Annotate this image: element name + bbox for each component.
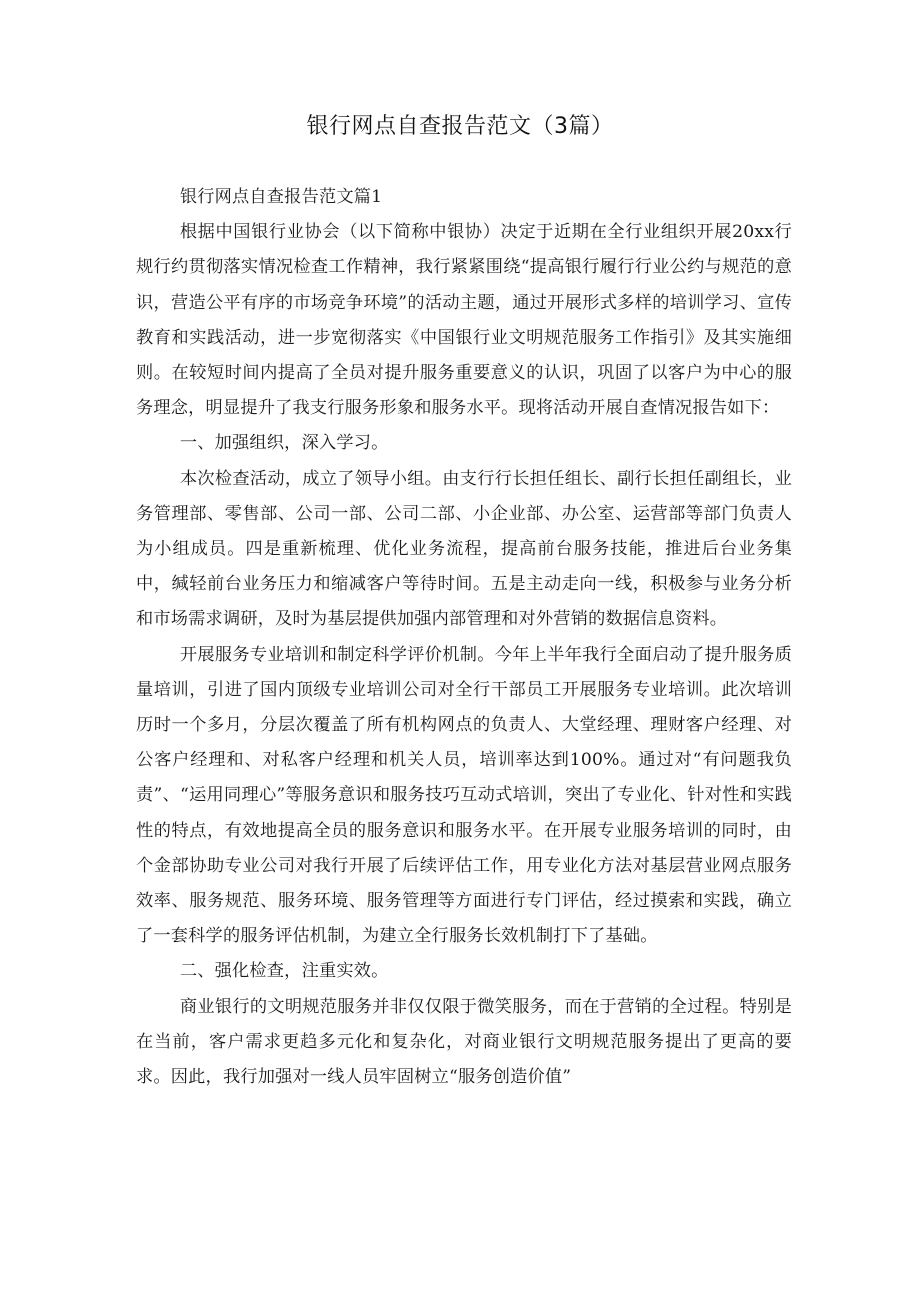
document-body xyxy=(136,180,792,1095)
paragraph-training: 开展服务专业培训和制定科学评价机制。今年上半年我行全面启动了提升服务质量培训，引进了国内顶级专业培训公司对全行干部员工开展服务专业培训。此次培训历时一个多月，分层次覆盖了所有机构网点的负责人、大堂经理、理财客户经理、对公客户经理和、对私客户经理和机关人员，培训率达到100%。通过对“有问题我负责”、“运用同理心”等服务意识和服务技巧互动式培训，突出了专业化、针对性和实践性的特点，有效地提高全员的服务意识和服务水平。在开展专业服务培训的同时，由个金部协助专业公司对我行开展了后续评估工作，用专业化方法对基层营业网点服务效率、服务规范、服务环境、服务管理等方面进行专门评估，经过摸索和实践，确立了一套科学的服务评估机制，为建立全行服务长效机制打下了基础。 xyxy=(136,644,792,947)
section-subtitle: 银行网点自查报告范文篇1 xyxy=(179,187,383,207)
document-title: 银行网点自查报告范文（3篇） xyxy=(306,114,614,139)
paragraph-intro: 根据中国银行业协会（以下简称中银协）决定于近期在全行业组织开展20xx行规行约贯彻落实情况检查工作精神，我行紧紧围绕“提高银行履行行业公约与规范的意识，营造公平有序的市场竞争环境”的活动主题，通过开展形式多样的培训学习、宣传教育和实践活动，进一步宽彻落实《中国银行业文明规范服务工作指引》及其实施细则。在较短时间内提高了全员对提升服务重要意义的认识，巩固了以客户为中心的服务理念，明显提升了我支行服务形象和服务水平。现将活动开展自查情况报告如下： xyxy=(136,222,792,419)
paragraph-inspection: 商业银行的文明规范服务并非仅仅限于微笑服务，而在于营销的全过程。特别是在当前，客户需求更趋多元化和复杂化，对商业银行文明规范服务提出了更高的要求。因此，我行加强对一线人员牢固树立“服务创造价值” xyxy=(136,996,792,1088)
paragraph-organization: 本次检查活动，成立了领导小组。由支行行长担任组长、副行长担任副组长，业务管理部、零售部、公司一部、公司二部、小企业部、办公室、运营部等部门负责人为小组成员。四是重新梳理、优化业务流程，提高前台服务技能，推进后台业务集中，缄轻前台业务压力和缩减客户等待时间。五是主动走向一线，积极参与业务分析和市场需求调研，及时为基层提供加强内部管理和对外营销的数据信息资料。 xyxy=(136,468,792,630)
section-heading-1: 一、加强组织，深入学习。 xyxy=(179,433,389,454)
section-heading-2: 二、强化检查，注重实效。 xyxy=(179,961,389,982)
